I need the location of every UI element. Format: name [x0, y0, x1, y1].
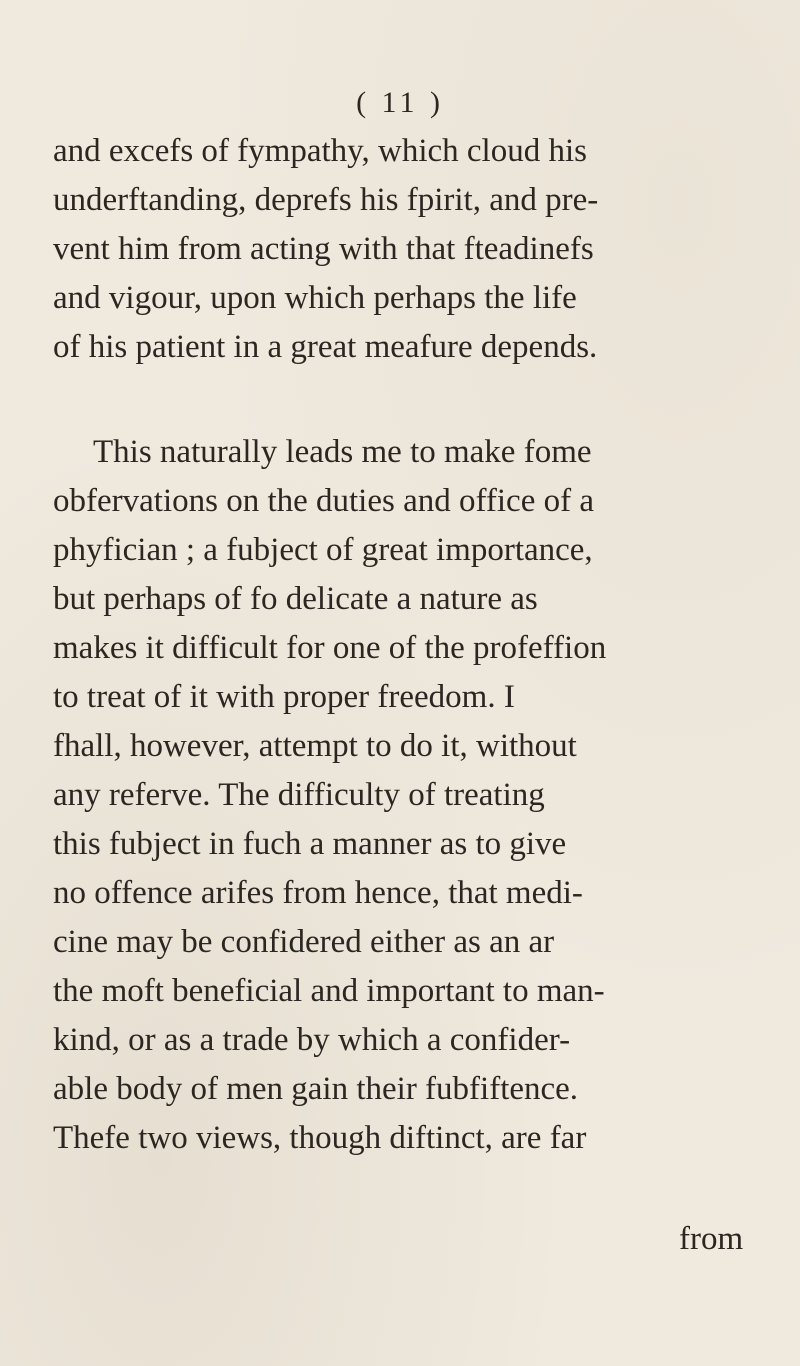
text-line: able body of men gain their fubfiftence. [53, 1071, 579, 1107]
text-line: makes it difficult for one of the profeffion [53, 630, 607, 666]
text-line: any referve. The difficulty of treating [53, 777, 545, 813]
text-line: fhall, however, attempt to do it, without [53, 728, 577, 764]
page-number: ( 11 ) [356, 86, 444, 119]
text-line: kind, or as a trade by which a confider- [53, 1022, 571, 1058]
text-line: phyfician ; a fubject of great importance, [53, 532, 593, 568]
text-line: and vigour, upon which perhaps the life [53, 280, 577, 316]
catchword: from [679, 1221, 744, 1257]
text-line: vent him from acting with that fteadinefs [53, 231, 594, 267]
text-line: this fubject in fuch a manner as to give [53, 826, 567, 862]
text-line: Thefe two views, though diftinct, are far [53, 1120, 587, 1156]
text-line: underftanding, deprefs his fpirit, and pre- [53, 182, 599, 218]
text-line: the moft beneficial and important to man- [53, 973, 605, 1009]
text-line: of his patient in a great meafure depends. [53, 329, 598, 365]
text-line: to treat of it with proper freedom. I [53, 679, 515, 715]
text-line: cine may be confidered either as an ar [53, 924, 555, 960]
text-line: obfervations on the duties and office of a [53, 483, 594, 519]
text-line: and excefs of fympathy, which cloud his [53, 133, 587, 169]
text-line: no offence arifes from hence, that medi- [53, 875, 583, 911]
text-line: This naturally leads me to make fome [93, 434, 592, 470]
text-line: but perhaps of fo delicate a nature as [53, 581, 538, 617]
